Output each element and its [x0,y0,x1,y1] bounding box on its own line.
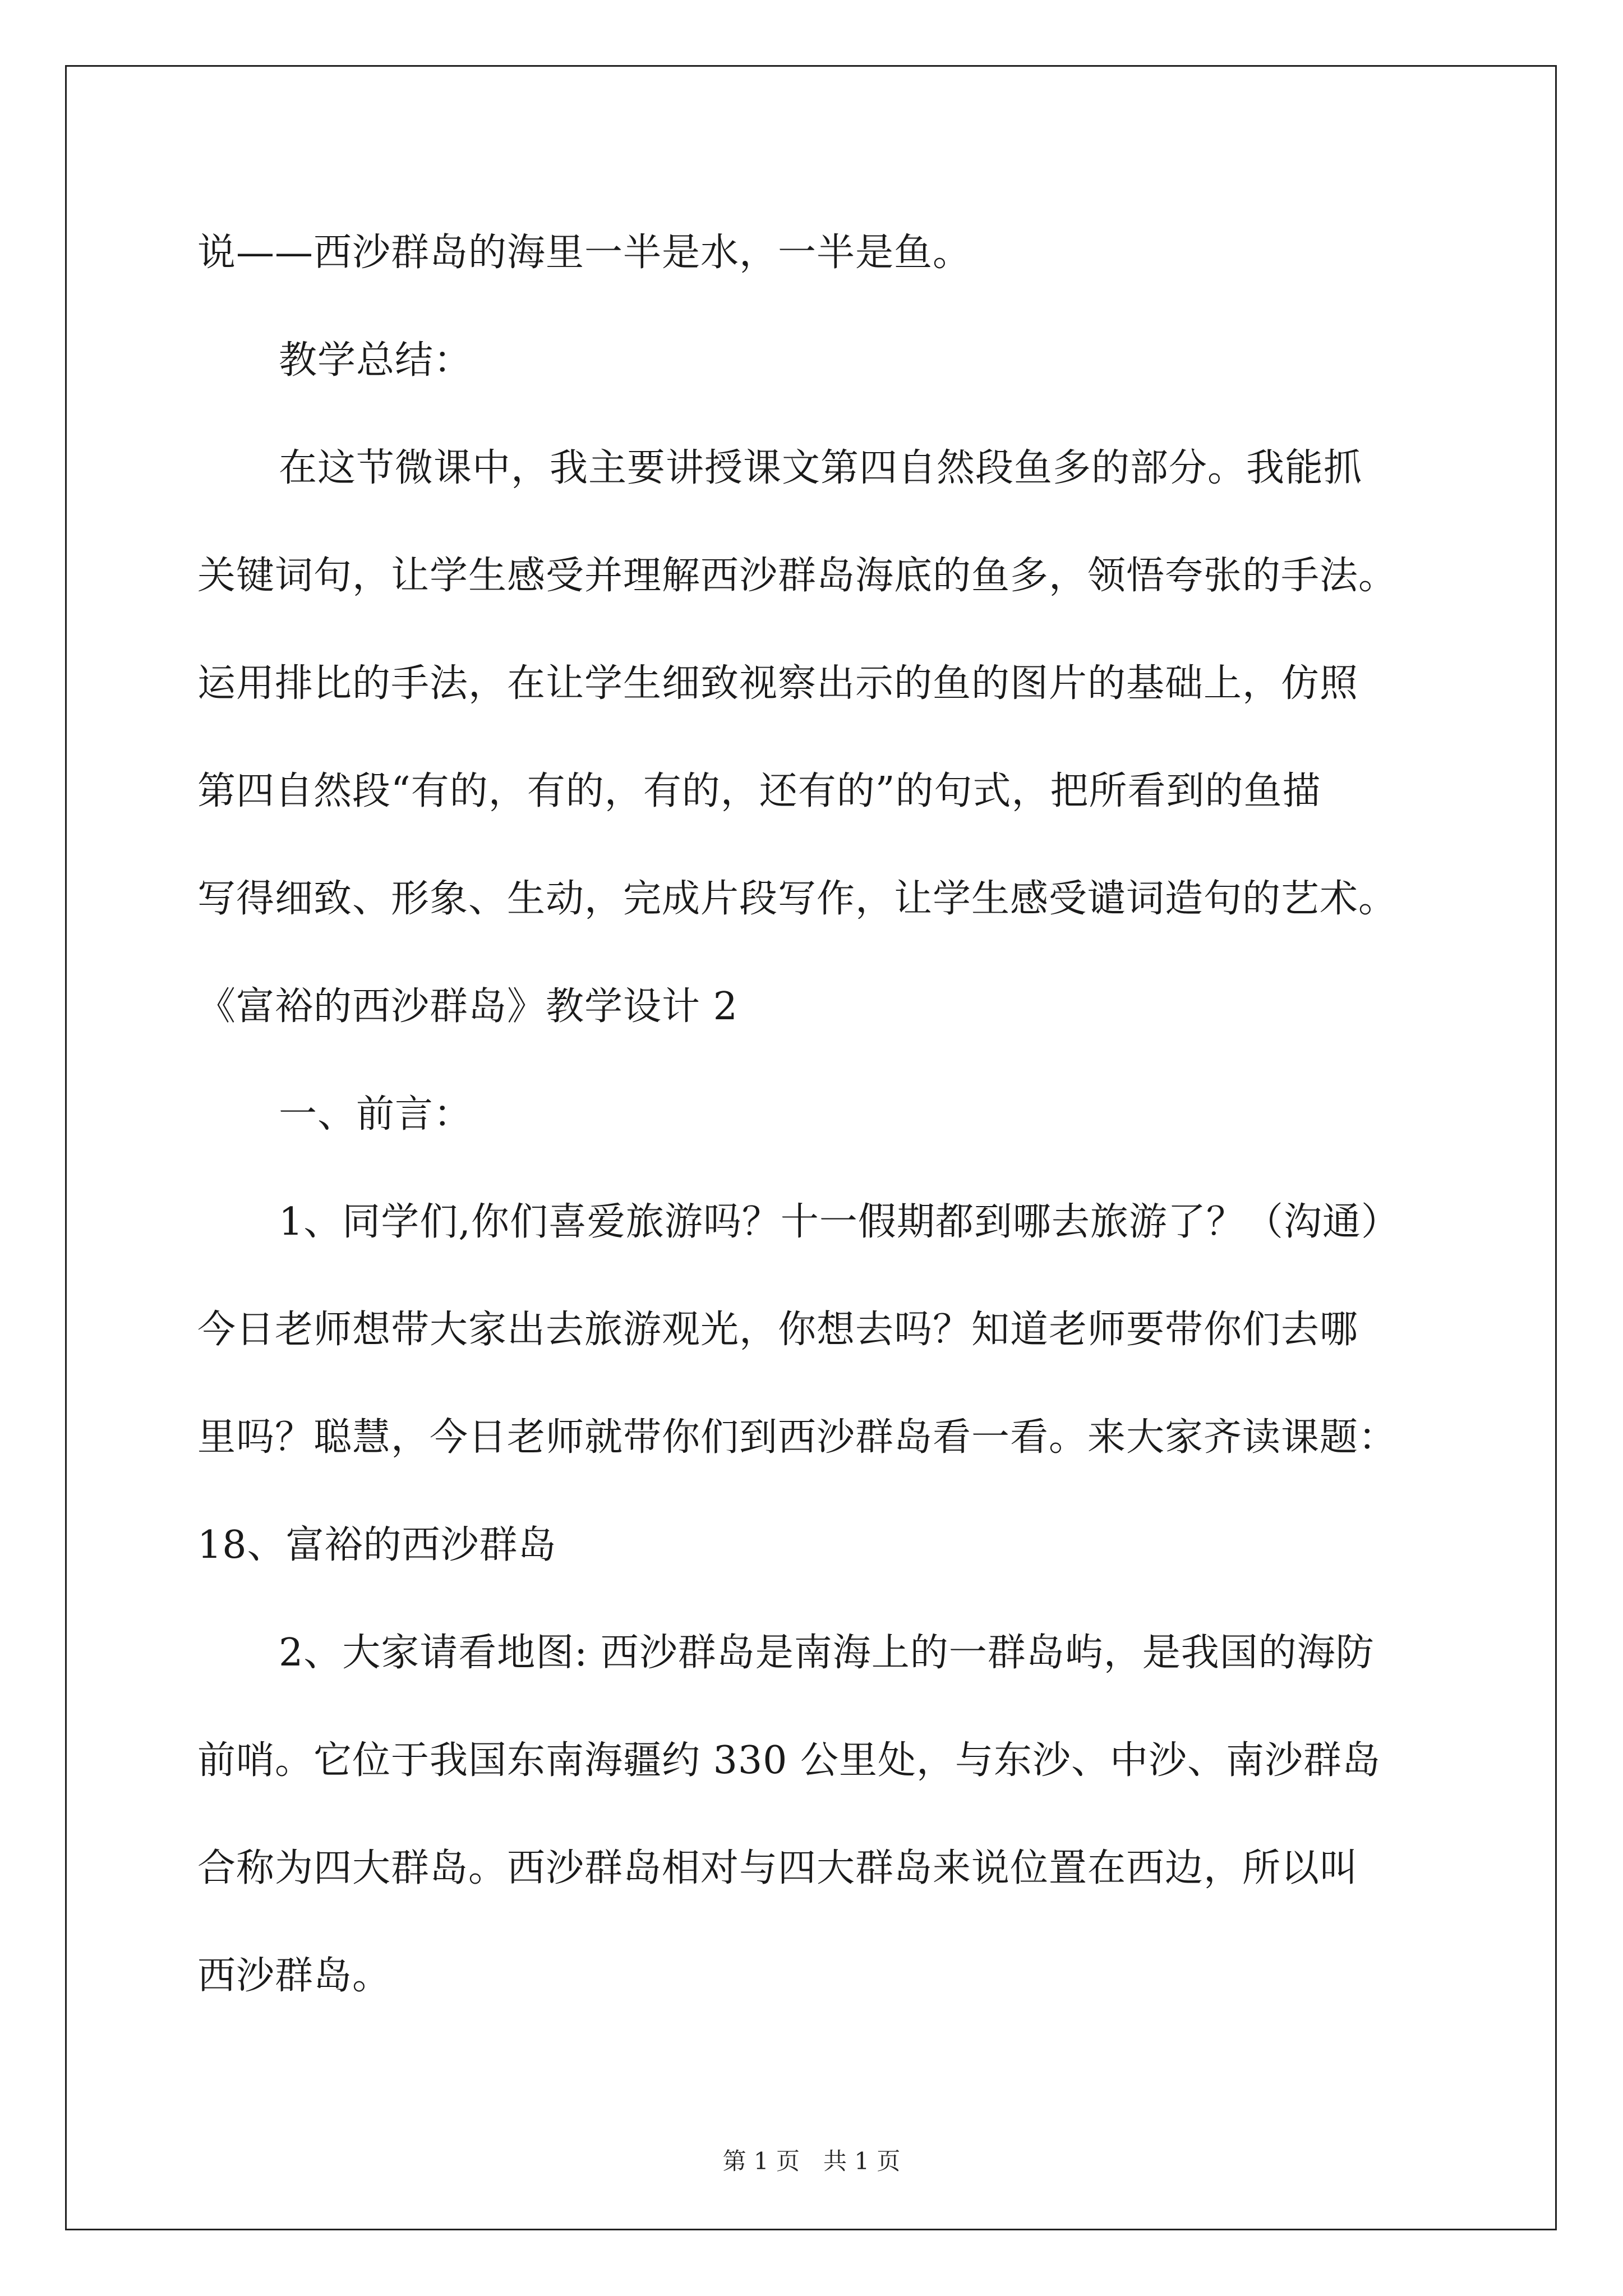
text-line: 里吗？聪慧，今日老师就带你们到西沙群岛看一看。来大家齐读课题： [197,1415,1398,1460]
section-heading: 一、前言： [279,1092,473,1137]
page-border [65,65,1557,2230]
document-title: 《富裕的西沙群岛》教学设计 2 [197,984,738,1029]
text-line: 1、同学们,你们喜爱旅游吗？十一假期都到哪去旅游了？（沟通） [279,1200,1400,1244]
text-line: 说——西沙群岛的海里一半是水，一半是鱼。 [197,231,972,275]
text-line: 西沙群岛。 [197,1954,391,1998]
text-line: 合称为四大群岛。西沙群岛相对与四大群岛来说位置在西边，所以叫 [197,1846,1359,1890]
text-line: 运用排比的手法，在让学生细致视察出示的鱼的图片的基础上，仿照 [197,661,1359,706]
text-line: 写得细致、形象、生动，完成片段写作，让学生感受谴词造句的艺术。 [197,877,1398,921]
text-line: 在这节微课中，我主要讲授课文第四自然段鱼多的部分。我能抓 [279,446,1363,490]
text-line: 第四自然段“有的，有的，有的，还有的”的句式，把所看到的鱼描 [197,769,1321,813]
text-line: 2、大家请看地图: 西沙群岛是南海上的一群岛屿，是我国的海防 [279,1631,1375,1675]
page-footer: 第 1 页 共 1 页 [722,2147,901,2175]
section-heading: 教学总结： [279,338,473,383]
text-line: 今日老师想带大家出去旅游观光，你想去吗？知道老师要带你们去哪 [197,1308,1359,1352]
text-line: 关键词句，让学生感受并理解西沙群岛海底的鱼多，领悟夸张的手法。 [197,554,1398,598]
text-line: 前哨。它位于我国东南海疆约 330 公里处，与东沙、中沙、南沙群岛 [197,1738,1381,1783]
text-line: 18、富裕的西沙群岛 [197,1523,557,1567]
